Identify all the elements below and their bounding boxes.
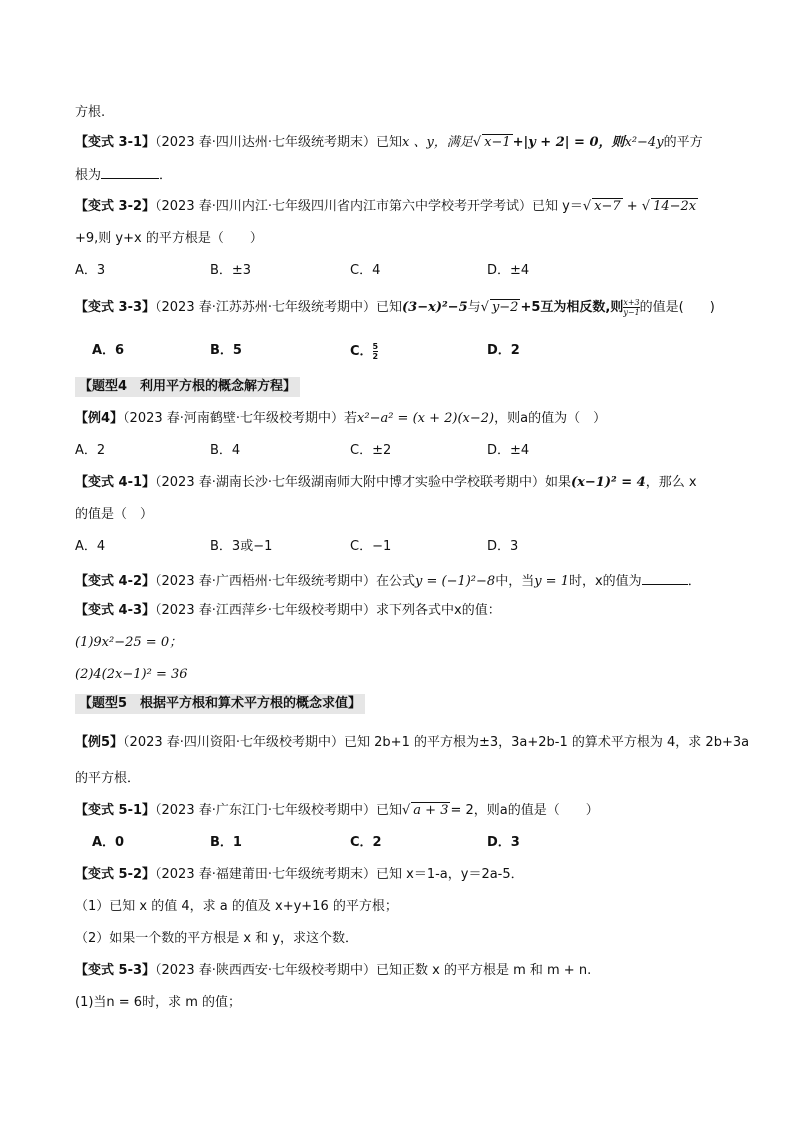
expression: x²−4y (624, 135, 664, 150)
tag: 【变式 4-1】 (75, 475, 156, 490)
source: （2023 春·广东江门·七年级校考期中）已知 (155, 803, 402, 818)
option-c[interactable]: C．2 (350, 835, 382, 850)
option-d[interactable]: D．3 (487, 539, 519, 554)
source: （2023 春·江苏苏州·七年级统考期中）已知 (155, 300, 402, 315)
formula: y = (−1)²−8 (415, 574, 496, 589)
option-a[interactable]: A．6 (92, 343, 125, 358)
source: （2023 春·陕西西安·七年级校考期中）已知正数 x 的平方根是 m 和 m + n. (155, 963, 592, 978)
radicand: x−1 (484, 135, 511, 150)
equation: (x−1)² = 4 (571, 475, 646, 490)
tail: ，则a的值为（ ） (494, 411, 607, 426)
radicand: y−2 (491, 300, 519, 315)
answer-blank[interactable] (642, 570, 688, 585)
source: （2023 春·河南鹤壁·七年级校考期中）若 (123, 411, 358, 426)
tag: 【变式 3-3】 (75, 300, 156, 315)
variant-3-2-line2: +9,则 y+x 的平方根是（ ） (75, 231, 263, 246)
radicand: 14−2x (653, 199, 697, 214)
example-5 (75, 734, 749, 752)
tag: 【例5】 (75, 735, 124, 750)
sqrt-icon: √ (472, 135, 482, 150)
tag: 【变式 5-1】 (75, 803, 156, 818)
variant-3-1-line2: 根为 ． (75, 164, 172, 185)
example-4 (75, 410, 606, 428)
option-d[interactable]: D．2 (487, 343, 520, 358)
tag: 【变式 3-1】 (75, 135, 156, 150)
text: +5互为相反数,则 (520, 300, 624, 315)
tail: = 2，则a的值是（ ） (450, 803, 599, 818)
variant-5-3-item1: (1)当n = 6时，求 m 的值； (75, 995, 242, 1010)
option-b[interactable]: B．3或−1 (210, 539, 273, 554)
source: （2023 春·江西萍乡·七年级校考期中）求下列各式中x的值： (155, 603, 501, 618)
tag: 【变式 3-2】 (75, 199, 156, 214)
tag: 【变式 4-2】 (75, 574, 156, 589)
label: C． (350, 344, 373, 359)
variant-4-2: 【变式 4-2】（2023 春·广西梧州·七年级统考期中）在公式y = (−1)²−8中，当y = 1时，x的值为 ． (75, 570, 701, 591)
sqrt-icon: √ (480, 300, 489, 315)
tail: ，那么 x (645, 475, 697, 490)
option-b[interactable]: B．5 (210, 343, 242, 358)
numerator: x+3 (623, 298, 640, 307)
option-a[interactable]: A．2 (75, 443, 106, 458)
tail: 的平方 (663, 135, 703, 150)
tag: 【例4】 (75, 411, 124, 426)
expression: (3−x)²−5 (402, 300, 468, 315)
sqrt-icon: √ (402, 803, 411, 818)
option-c[interactable]: C．−1 (350, 539, 392, 554)
option-c[interactable] (350, 342, 378, 361)
variant-5-2-item2: （2）如果一个数的平方根是 x 和 y，求这个数． (75, 931, 359, 946)
sqrt-icon: √ (582, 199, 592, 214)
tail: 的值是( ) (639, 300, 715, 315)
option-a[interactable]: A．4 (75, 539, 106, 554)
variant-5-1 (75, 802, 599, 820)
condition: +|y + 2| = 0，则 (512, 135, 625, 150)
condition: y = 1 (534, 574, 569, 589)
equation: x²−a² = (x + 2)(x−2) (357, 411, 495, 426)
variant-5-2-item1: （1）已知 x 的值 4，求 a 的值及 x+y+16 的平方根； (75, 899, 398, 914)
fraction (373, 342, 379, 361)
option-d[interactable]: D．±4 (487, 443, 530, 458)
section-heading-5: 【题型5 根据平方根和算术平方根的概念求值】 (75, 694, 365, 714)
text-line: 方根. (75, 105, 106, 120)
sqrt-icon: √ (641, 199, 651, 214)
variant-4-1 (75, 474, 697, 492)
fraction (623, 298, 639, 317)
numerator: 5 (372, 342, 379, 351)
variant-5-2 (75, 866, 524, 884)
section-heading-4: 【题型4 利用平方根的概念解方程】 (75, 377, 300, 397)
source: （2023 春·福建莆田·七年级统考期末）已知 x＝1-a，y＝2a-5． (155, 867, 524, 882)
variant-4-3-item1: (1)9x²−25 = 0； (75, 635, 183, 650)
option-a[interactable]: A．0 (92, 835, 125, 850)
example-5-line2: 的平方根． (75, 771, 141, 786)
variant-4-3-item2: (2)4(2x−1)² = 36 (75, 667, 188, 682)
variant-3-3 (75, 298, 715, 317)
answer-blank[interactable] (101, 164, 159, 179)
option-d[interactable]: D．±4 (487, 263, 530, 278)
option-c[interactable]: C．4 (350, 263, 381, 278)
tail: 时，x的值为 (568, 574, 642, 589)
source: （2023 春·四川达州·七年级统考期末）已知 (155, 135, 402, 150)
text: 根为 (75, 168, 102, 183)
tag: 【变式 5-2】 (75, 867, 156, 882)
variant-3-1 (75, 134, 703, 152)
option-c[interactable]: C．±2 (350, 443, 392, 458)
variant-4-1-line2: 的值是（ ） (75, 507, 154, 522)
option-b[interactable]: B．1 (210, 835, 242, 850)
text: （2023 春·四川资阳·七年级校考期中）已知 2b+1 的平方根为±3，3a+2b-1 的算术平方根为 4，求 2b+3a (123, 735, 750, 750)
tag: 【变式 4-3】 (75, 603, 156, 618)
option-d[interactable]: D．3 (487, 835, 520, 850)
radicand: a + 3 (413, 803, 449, 818)
option-b[interactable]: B．±3 (210, 263, 252, 278)
variant-4-3 (75, 602, 501, 620)
tag: 【变式 5-3】 (75, 963, 156, 978)
text: 中，当 (495, 574, 535, 589)
option-b[interactable]: B．4 (210, 443, 241, 458)
vars: x 、y，满足 (402, 135, 473, 150)
radicand: x−7 (594, 199, 621, 214)
source: （2023 春·广西梧州·七年级统考期中）在公式 (155, 574, 415, 589)
variant-3-2: 【变式 3-2】（2023 春·四川内江·七年级四川省内江市第六中学校考开学考试）已知 y＝√ x−7 + √ 14−2x (75, 199, 697, 214)
denominator: y−1 (623, 308, 640, 317)
text: 与 (467, 300, 481, 315)
source: （2023 春·湖南长沙·七年级湖南师大附中博才实验中学校联考期中）如果 (155, 475, 571, 490)
denominator: 2 (372, 352, 379, 361)
source: （2023 春·四川内江·七年级四川省内江市第六中学校考开学考试）已知 y＝ (155, 199, 583, 214)
option-a[interactable]: A．3 (75, 263, 106, 278)
variant-5-3 (75, 962, 591, 980)
